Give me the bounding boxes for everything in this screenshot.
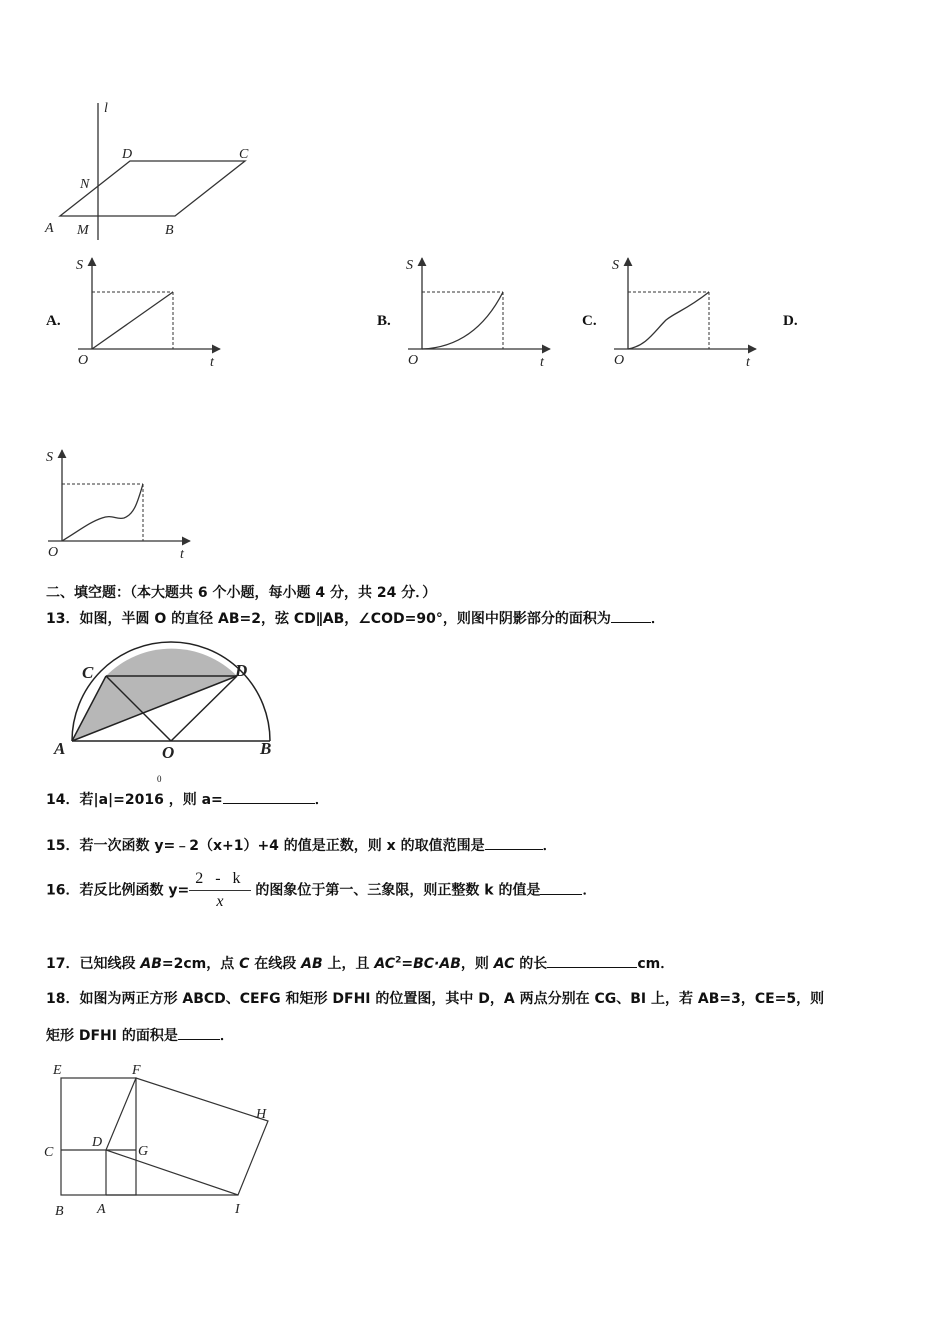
label-B: B	[55, 1204, 64, 1219]
q17-ab: AB	[301, 956, 323, 972]
label-A: A	[97, 1202, 106, 1217]
q17-part: 在线段	[249, 956, 302, 972]
q17-ac: AC	[493, 956, 515, 972]
question-15	[46, 835, 557, 855]
answer-blank	[485, 837, 543, 850]
label-G: G	[138, 1144, 149, 1159]
label-H: H	[256, 1107, 267, 1122]
label-B: B	[165, 223, 174, 238]
axis-o: O	[78, 353, 89, 368]
label-C: C	[44, 1145, 54, 1160]
question-17	[46, 953, 674, 973]
fraction	[189, 870, 250, 911]
option-a-label: A.	[46, 313, 61, 329]
axis-o: O	[48, 545, 59, 560]
label-l: l	[104, 101, 108, 116]
q13-end: ．	[650, 611, 665, 627]
axis-t: t	[746, 355, 750, 370]
parallelogram-figure	[40, 98, 270, 243]
section-title: 二、填空题：（本大题共 6 个小题，每小题 4 分，共 24 分．）	[46, 585, 437, 601]
q14-post: ，则 a=	[168, 792, 223, 808]
semicircle-figure	[44, 636, 276, 762]
axis-s: S	[612, 258, 619, 273]
q17-part: 上，且	[322, 956, 375, 972]
label-C: C	[239, 147, 249, 162]
q16-end: ．	[582, 882, 597, 899]
q14-superscript: 0	[157, 774, 162, 784]
option-b-label: B.	[377, 313, 391, 329]
graph-b	[400, 252, 560, 372]
label-F: F	[132, 1063, 141, 1078]
answer-blank	[611, 610, 651, 623]
label-D: D	[92, 1135, 103, 1150]
q17-bcab: BC·AB	[413, 956, 461, 972]
axis-s: S	[76, 258, 83, 273]
q17-end: cm．	[637, 956, 675, 972]
squares-rectangle-figure	[40, 1058, 280, 1220]
label-M: M	[77, 223, 89, 238]
label-C: C	[82, 663, 94, 682]
question-16	[46, 870, 596, 911]
q17-ab: AB	[140, 956, 162, 972]
fraction-numerator: 2 - k	[189, 870, 250, 891]
axis-t: t	[210, 355, 214, 370]
q14-end: ．	[314, 792, 329, 808]
axis-o: O	[408, 353, 419, 368]
label-N: N	[80, 177, 90, 192]
option-d-label: D.	[783, 313, 798, 329]
label-E: E	[53, 1063, 62, 1078]
answer-blank	[540, 882, 582, 895]
label-B: B	[260, 739, 272, 758]
label-D: D	[122, 147, 133, 162]
label-A: A	[45, 221, 54, 236]
graph-d	[40, 444, 200, 564]
label-A: A	[54, 739, 66, 758]
q17-part: 的长	[514, 956, 548, 972]
question-18-line-2	[46, 1025, 234, 1045]
q17-exponent: 2	[395, 955, 402, 966]
q14-pre: 14．若|a|=2016	[46, 792, 164, 808]
q17-part: =2cm，点	[161, 956, 240, 972]
q15-text: 15．若一次函数 y=﹣2（x+1）+4 的值是正数，则 x 的取值范围是	[46, 838, 485, 854]
answer-blank	[178, 1027, 220, 1040]
label-O: O	[162, 743, 175, 762]
label-D: D	[235, 661, 248, 680]
q15-end: ．	[542, 838, 557, 854]
q16-post: 的图象位于第一、三象限，则正整数 k 的值是	[255, 882, 541, 899]
fraction-denominator: x	[216, 893, 224, 910]
q18-line2: 矩形 DFHI 的面积是	[46, 1028, 178, 1044]
q17-part: =	[401, 956, 414, 972]
graph-c	[606, 252, 766, 372]
question-14	[46, 789, 329, 809]
question-18-line-1: 18．如图为两正方形 ABCD、CEFG 和矩形 DFHI 的位置图，其中 D，A 两点分别在 CG、BI 上，若 AB=3，CE=5，则	[46, 991, 825, 1007]
answer-blank	[223, 791, 315, 804]
axis-s: S	[46, 450, 53, 465]
q17-part: ，则	[460, 956, 494, 972]
question-13	[46, 608, 665, 628]
axis-t: t	[180, 547, 184, 562]
q17-c: C	[239, 956, 250, 972]
answer-blank	[547, 955, 637, 968]
graph-a	[70, 252, 230, 372]
q17-part: 17．已知线段	[46, 956, 141, 972]
axis-o: O	[614, 353, 625, 368]
axis-t: t	[540, 355, 544, 370]
axis-s: S	[406, 258, 413, 273]
option-c-label: C.	[582, 313, 597, 329]
q13-text: 13．如图，半圆 O 的直径 AB=2，弦 CD∥AB，∠COD=90°，则图中阴影部分的面积为	[46, 611, 611, 627]
label-I: I	[235, 1202, 240, 1217]
q17-ac: AC	[374, 956, 396, 972]
q16-pre: 16．若反比例函数 y=	[46, 882, 190, 899]
q18-end: ．	[219, 1028, 234, 1044]
